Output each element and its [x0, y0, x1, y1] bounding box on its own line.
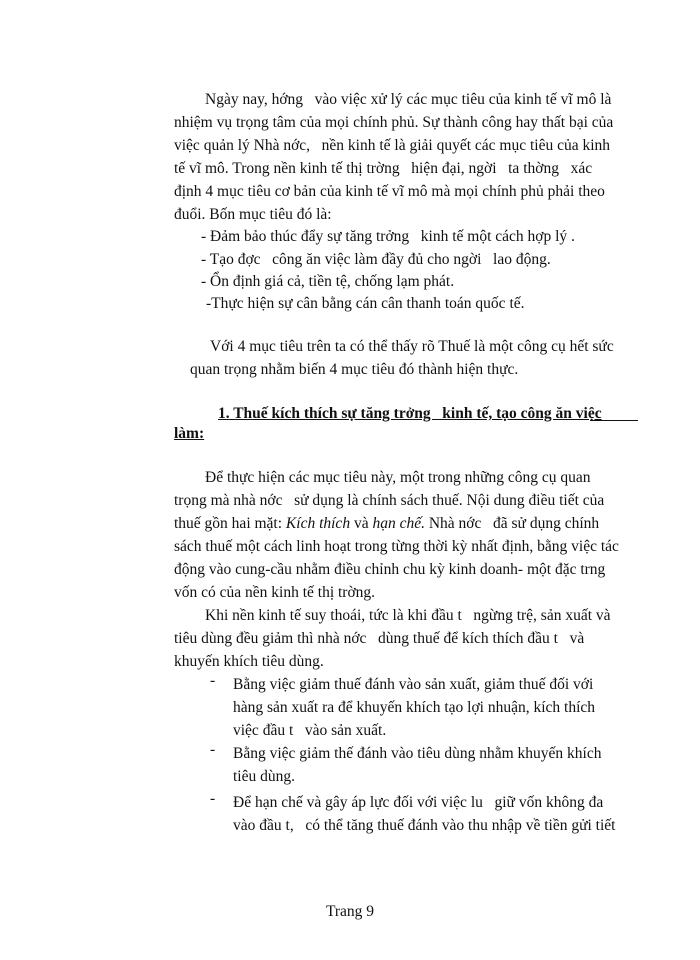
bullet-line: tiêu dùng.	[233, 768, 295, 785]
body-text: thuế gồn hai mặt:	[174, 515, 286, 532]
intro-line: việc quản lý Nhà nớc, nền kinh tế là giải quyết các mục tiêu của kinh	[174, 137, 611, 154]
section-heading: 1. Thuế kích thích sự tăng trởng kinh tế, tạo công ăn việc	[218, 405, 602, 422]
bullet-line: Bằng việc giảm thuế đánh vào sản xuất, giảm thuế đối với	[233, 676, 594, 693]
body-line-mixed	[174, 514, 599, 534]
body-line: tiêu dùng đều giảm thì nhà nớc dùng thuế để kích thích đầu t và	[174, 630, 585, 647]
emphasis-kich-thich: Kích thích	[285, 515, 351, 532]
bullet-marker: -	[210, 741, 216, 758]
body-text: và	[350, 515, 373, 532]
goal-item: - Tạo đợc công ăn việc làm đầy đủ cho ngời lao động.	[201, 251, 551, 268]
page-number: Trang 9	[325, 903, 375, 920]
body-text: Nhà nớc đã sử dụng chính	[424, 515, 600, 532]
body-line: sách thuế một cách linh hoạt trong từng thời kỳ nhất định, bằng việc tác	[174, 538, 619, 555]
intro-line: Ngày nay, hớng vào việc xử lý các mục tiêu của kinh tế vĩ mô là	[205, 91, 612, 108]
bullet-line: việc đầu t vào sản xuất.	[233, 722, 387, 739]
emphasis-han-che: hạn chế.	[372, 515, 425, 532]
goal-item: - Đảm bảo thúc đẩy sự tăng trởng kinh tế một cách hợp lý .	[201, 228, 575, 245]
summary-line: quan trọng nhằm biến 4 mục tiêu đó thành hiện thực.	[190, 361, 519, 378]
intro-line: tế vĩ mô. Trong nền kinh tế thị trờng hiện đại, ngời ta thờng xác	[174, 160, 593, 177]
bullet-line: Để hạn chế và gây áp lực đối với việc lu giữ vốn không đa	[233, 794, 604, 811]
intro-line: định 4 mục tiêu cơ bản của kinh tế vĩ mô mà mọi chính phủ phải theo	[174, 183, 605, 200]
bullet-marker: -	[210, 672, 216, 689]
bullet-line: vào đầu t, có thể tăng thuế đánh vào thu nhập về tiền gửi tiết	[233, 817, 616, 834]
body-line: Để thực hiện các mục tiêu này, một trong những công cụ quan	[205, 469, 591, 486]
goal-item: - Ổn định giá cả, tiền tệ, chống lạm phát.	[201, 273, 455, 290]
body-line: trọng mà nhà nớc sử dụng là chính sách thuế. Nội dung điều tiết của	[174, 492, 605, 509]
intro-line: đuổi. Bốn mục tiêu đó là:	[174, 206, 332, 223]
bullet-line: Bằng việc giảm thế đánh vào tiêu dùng nhằm khuyến khích	[233, 745, 602, 762]
goal-item: -Thực hiện sự cân bằng cán cân thanh toán quốc tế.	[206, 295, 525, 312]
body-line: vốn có của nền kinh tế thị trờng.	[174, 584, 376, 601]
body-line: Khi nền kinh tế suy thoái, tức là khi đầu t ngừng trệ, sản xuất và	[205, 607, 611, 624]
summary-line: Với 4 mục tiêu trên ta có thể thấy rõ Thuế là một công cụ hết sức	[210, 338, 614, 355]
bullet-marker: -	[210, 790, 216, 807]
bullet-line: hàng sản xuất ra để khuyến khích tạo lợi nhuận, kích thích	[233, 699, 596, 716]
intro-line: nhiệm vụ trọng tâm của mọi chính phủ. Sự thành công hay thất bại của	[174, 114, 614, 131]
body-line: khuyến khích tiêu dùng.	[174, 653, 324, 670]
body-line: động vào cung-cầu nhằm điều chỉnh chu kỳ kinh doanh- một đặc trng	[174, 561, 606, 578]
section-heading-cont: làm:	[174, 425, 205, 442]
heading-underline	[590, 420, 638, 421]
